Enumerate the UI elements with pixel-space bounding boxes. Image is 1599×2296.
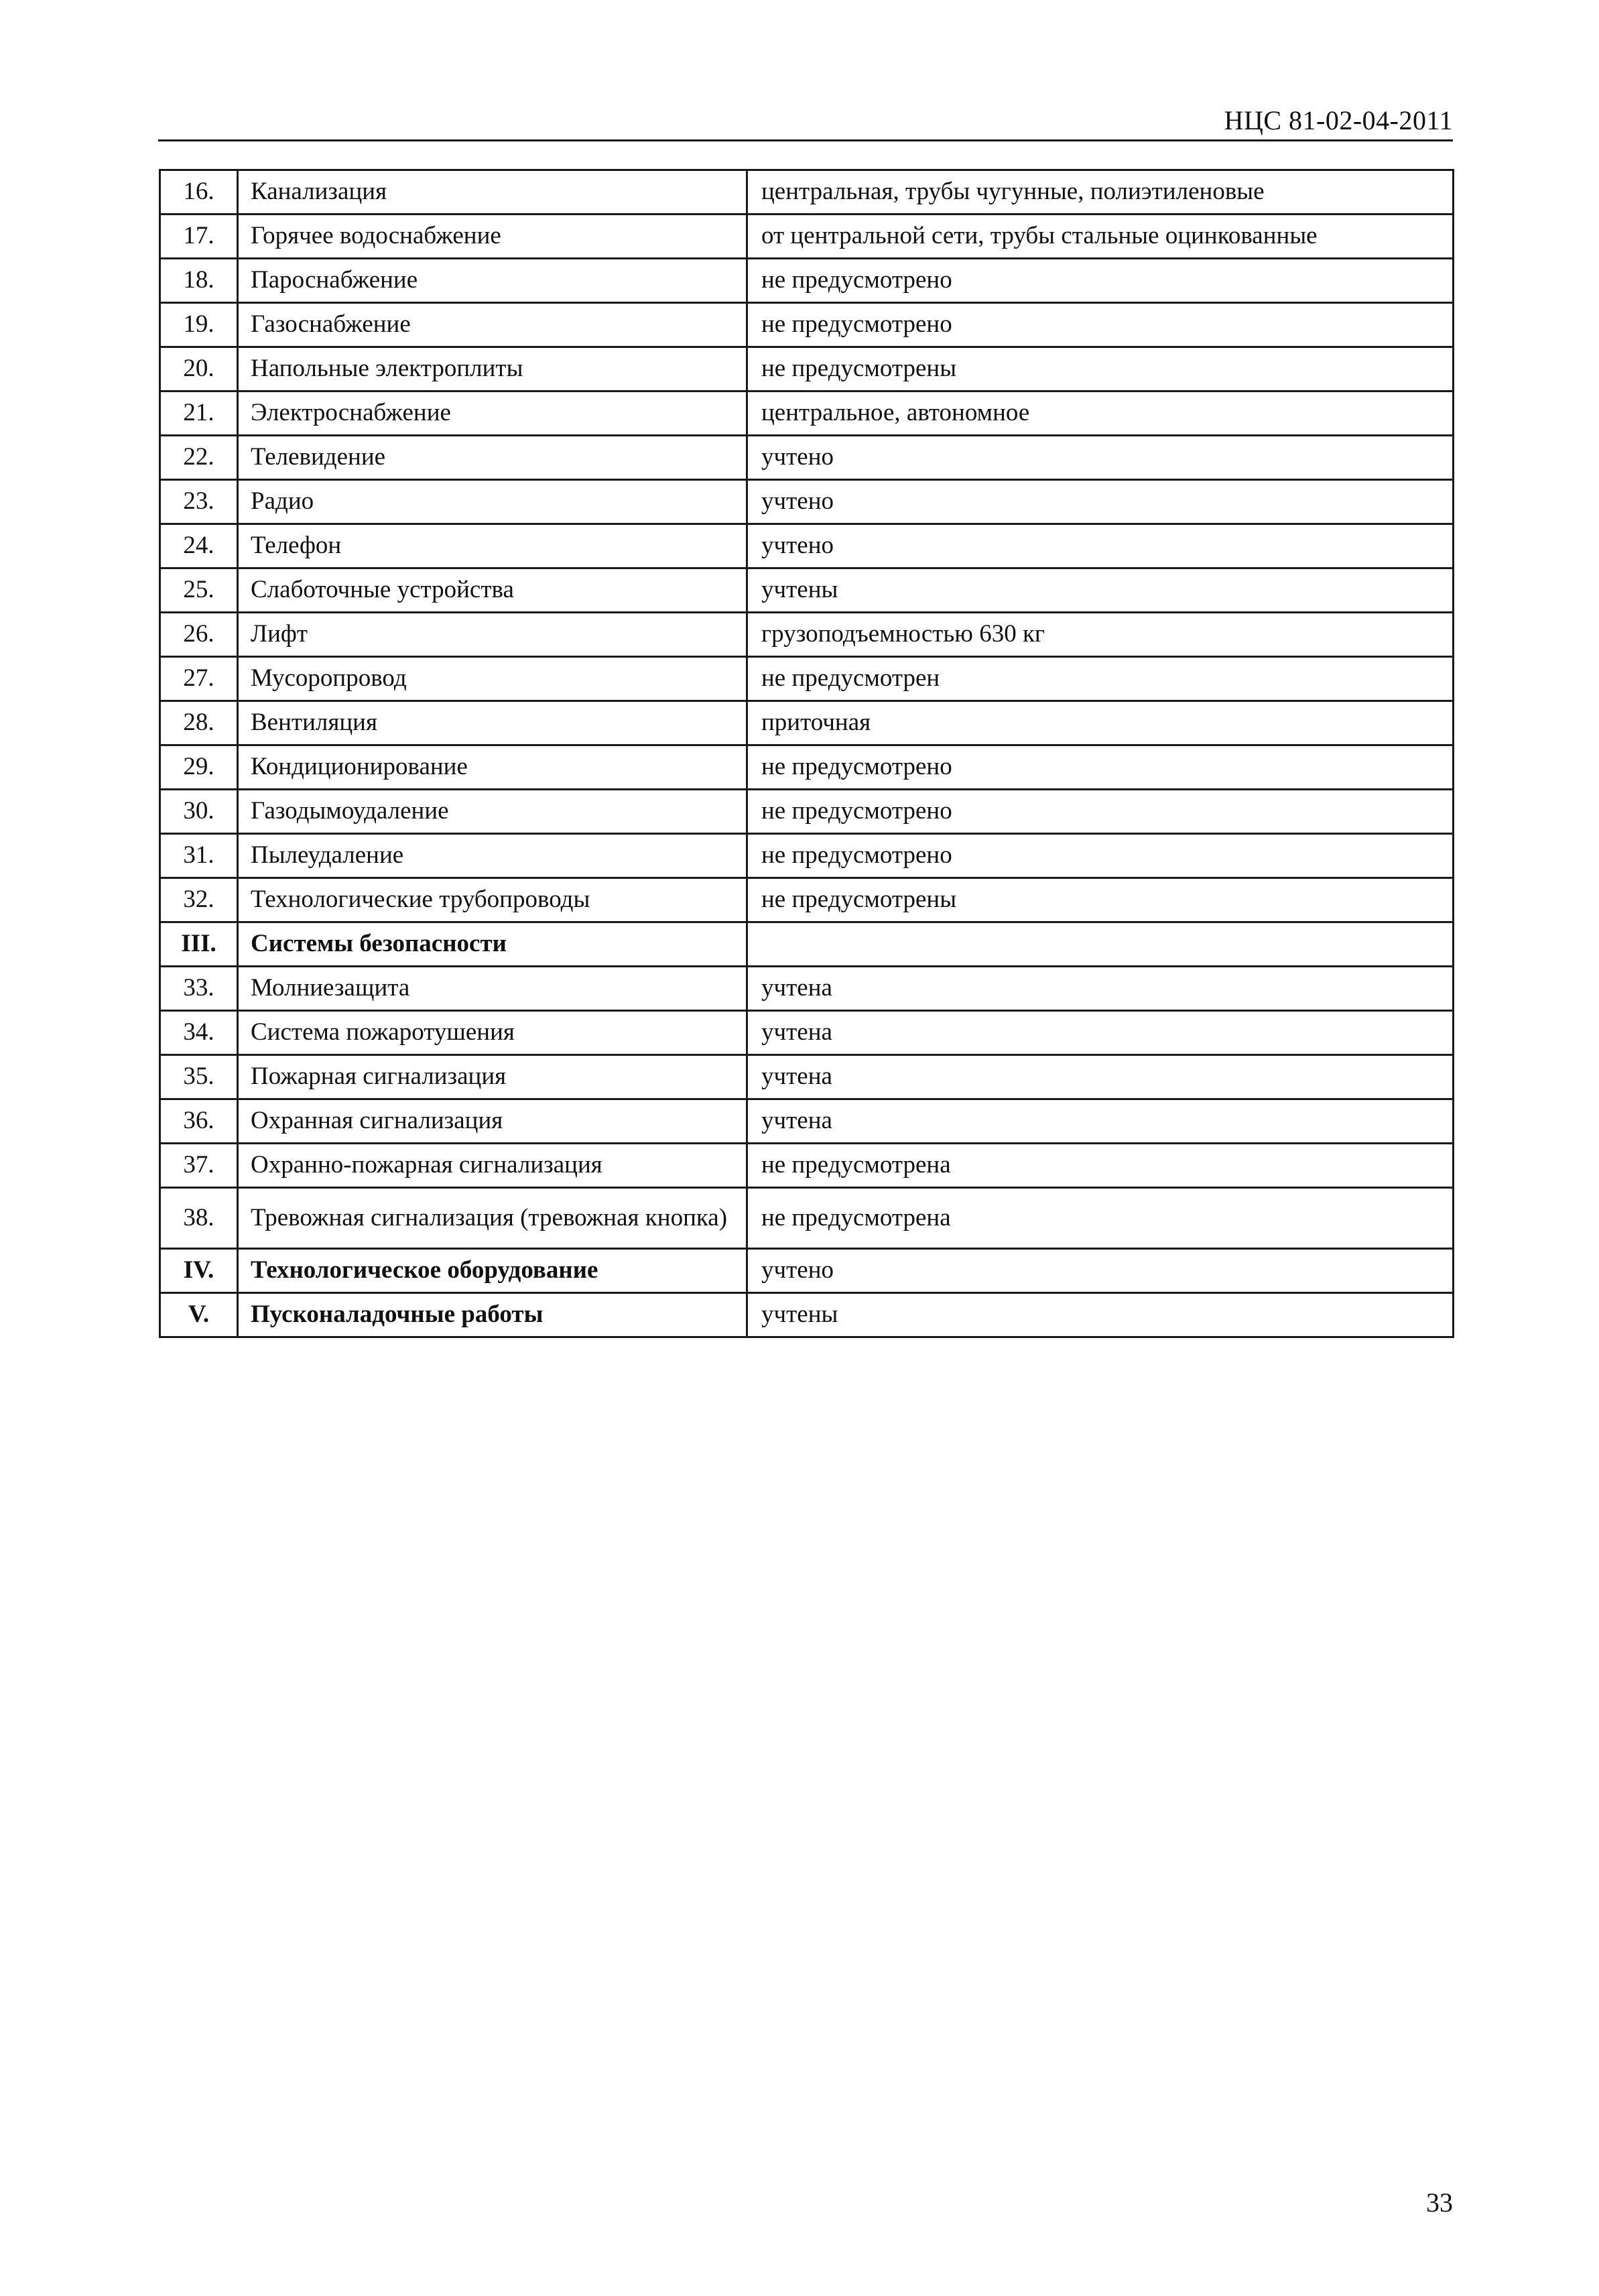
row-value: учтены [747, 1293, 1454, 1337]
page-number: 33 [1426, 2187, 1453, 2218]
table-row [160, 1099, 1454, 1144]
header-rule [158, 139, 1453, 141]
table-row [160, 1188, 1454, 1249]
row-number: IV. [160, 1249, 238, 1293]
row-name: Системы безопасности [238, 922, 747, 967]
row-value: учтено [747, 436, 1454, 480]
row-name: Газодымоудаление [238, 790, 747, 834]
row-value: не предусмотрена [747, 1188, 1454, 1249]
row-value: от центральной сети, трубы стальные оцинкованные [747, 215, 1454, 259]
row-number: 20. [160, 347, 238, 391]
specification-table-body [160, 170, 1454, 1337]
row-number: 37. [160, 1144, 238, 1188]
row-name: Мусоропровод [238, 657, 747, 701]
table-row [160, 1055, 1454, 1099]
row-name: Канализация [238, 170, 747, 215]
row-name: Молниезащита [238, 967, 747, 1011]
row-name: Система пожаротушения [238, 1011, 747, 1055]
row-name: Технологическое оборудование [238, 1249, 747, 1293]
table-row [160, 922, 1454, 967]
row-name: Газоснабжение [238, 303, 747, 347]
row-name: Телефон [238, 524, 747, 568]
table-row [160, 259, 1454, 303]
document-code: НЦС 81-02-04-2011 [1224, 105, 1453, 135]
row-number: 29. [160, 745, 238, 790]
row-number: 28. [160, 701, 238, 745]
row-number: V. [160, 1293, 238, 1337]
row-value: не предусмотрен [747, 657, 1454, 701]
specification-table [159, 169, 1454, 1338]
row-value: центральная, трубы чугунные, полиэтиленовые [747, 170, 1454, 215]
row-value: учтено [747, 524, 1454, 568]
row-value: учтено [747, 1249, 1454, 1293]
row-name: Охранная сигнализация [238, 1099, 747, 1144]
table-row [160, 790, 1454, 834]
row-value [747, 922, 1454, 967]
row-number: 16. [160, 170, 238, 215]
row-value: центральное, автономное [747, 391, 1454, 436]
row-number: 30. [160, 790, 238, 834]
table-row [160, 745, 1454, 790]
row-number: 21. [160, 391, 238, 436]
row-value: приточная [747, 701, 1454, 745]
row-value: не предусмотрены [747, 878, 1454, 922]
row-number: 31. [160, 834, 238, 878]
row-number: 34. [160, 1011, 238, 1055]
row-number: 22. [160, 436, 238, 480]
row-value: учтено [747, 480, 1454, 524]
table-row [160, 878, 1454, 922]
row-value: учтена [747, 1011, 1454, 1055]
row-number: 33. [160, 967, 238, 1011]
row-number: 36. [160, 1099, 238, 1144]
table-row [160, 347, 1454, 391]
row-value: учтена [747, 1099, 1454, 1144]
row-value: не предусмотрено [747, 259, 1454, 303]
row-value: не предусмотрено [747, 745, 1454, 790]
row-number: III. [160, 922, 238, 967]
table-row [160, 1144, 1454, 1188]
row-number: 32. [160, 878, 238, 922]
row-name: Технологические трубопроводы [238, 878, 747, 922]
row-number: 35. [160, 1055, 238, 1099]
row-number: 17. [160, 215, 238, 259]
row-name: Лифт [238, 613, 747, 657]
row-value: не предусмотрено [747, 303, 1454, 347]
row-number: 24. [160, 524, 238, 568]
table-row [160, 568, 1454, 613]
table-row [160, 1011, 1454, 1055]
table-row [160, 303, 1454, 347]
row-name: Слаботочные устройства [238, 568, 747, 613]
table-row [160, 657, 1454, 701]
row-value: учтена [747, 1055, 1454, 1099]
row-number: 38. [160, 1188, 238, 1249]
table-row [160, 834, 1454, 878]
row-value: грузоподъемностью 630 кг [747, 613, 1454, 657]
table-row [160, 1249, 1454, 1293]
row-name: Пожарная сигнализация [238, 1055, 747, 1099]
table-row [160, 436, 1454, 480]
row-name: Радио [238, 480, 747, 524]
row-number: 25. [160, 568, 238, 613]
row-value: не предусмотрено [747, 790, 1454, 834]
table-row [160, 967, 1454, 1011]
row-value: учтены [747, 568, 1454, 613]
row-name: Вентиляция [238, 701, 747, 745]
table-row [160, 170, 1454, 215]
table-row [160, 524, 1454, 568]
row-name: Кондиционирование [238, 745, 747, 790]
table-row [160, 215, 1454, 259]
row-number: 23. [160, 480, 238, 524]
row-value: не предусмотрены [747, 347, 1454, 391]
row-name: Тревожная сигнализация (тревожная кнопка) [238, 1188, 747, 1249]
row-name: Электроснабжение [238, 391, 747, 436]
row-name: Горячее водоснабжение [238, 215, 747, 259]
table-row [160, 701, 1454, 745]
row-value: учтена [747, 967, 1454, 1011]
row-number: 19. [160, 303, 238, 347]
row-name: Пароснабжение [238, 259, 747, 303]
table-row [160, 1293, 1454, 1337]
table-row [160, 391, 1454, 436]
row-name: Пылеудаление [238, 834, 747, 878]
row-value: не предусмотрена [747, 1144, 1454, 1188]
row-number: 18. [160, 259, 238, 303]
row-name: Телевидение [238, 436, 747, 480]
row-value: не предусмотрено [747, 834, 1454, 878]
row-name: Пусконаладочные работы [238, 1293, 747, 1337]
row-number: 27. [160, 657, 238, 701]
table-row [160, 613, 1454, 657]
table-row [160, 480, 1454, 524]
row-number: 26. [160, 613, 238, 657]
row-name: Напольные электроплиты [238, 347, 747, 391]
row-name: Охранно-пожарная сигнализация [238, 1144, 747, 1188]
